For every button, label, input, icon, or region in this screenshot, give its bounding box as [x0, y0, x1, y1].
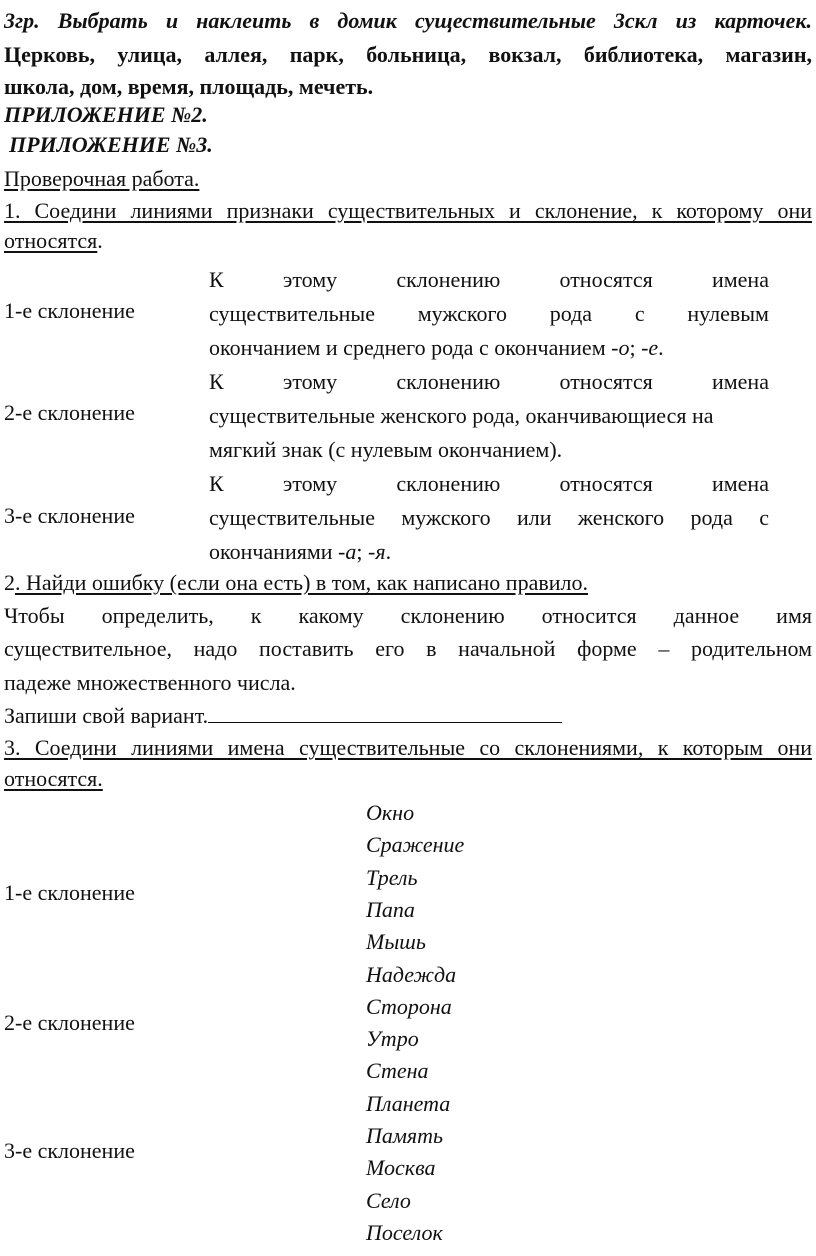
- task3-noun: Утро: [366, 1026, 419, 1052]
- task1-description-3: К этому склонению относятся имена существительные мужского или женского рода с окончаниями -а; -я.: [209, 471, 769, 564]
- task3-noun: Окно: [366, 800, 415, 825]
- task2-rule-line-3: падеже множественного числа.: [4, 670, 296, 695]
- task3-noun: Москва: [366, 1155, 436, 1181]
- word-list-line-2: школа, дом, время, площадь, мечеть.: [4, 74, 374, 99]
- task2-rule-line-1: Чтобы определить, к какому склонению относится данное имя: [4, 603, 812, 628]
- task3-noun: Мышь: [366, 929, 426, 955]
- task1-description-1: К этому склонению относятся имена существительные мужского рода с нулевым окончанием и среднего рода с окончанием -о; -е.: [209, 267, 769, 360]
- word-list-line-1: Церковь, улица, аллея, парк, больница, вокзал, библиотека, магазин,: [4, 42, 812, 67]
- task2-rule-line-2: существительное, надо поставить его в начальной форме – родительном: [4, 636, 812, 661]
- task3-declension-2: 2-е склонение: [4, 1010, 135, 1035]
- answer-blank-line[interactable]: [208, 702, 562, 723]
- task1-instruction-line-1: 1. Соедини линиями признаки существительных и склонение, к которому они: [4, 198, 812, 223]
- task3-declension-3: 3-е склонение: [4, 1138, 135, 1163]
- task3-noun: Сражение: [366, 832, 465, 858]
- task3-noun: Трель: [366, 864, 418, 890]
- task-3gr-instruction: 3гр. Выбрать и наклеить в домик существительные 3скл из карточек.: [4, 8, 812, 33]
- task1-declension-3: 3-е склонение: [4, 503, 135, 528]
- task3-noun: Село: [366, 1187, 411, 1213]
- test-title: Проверочная работа.: [4, 166, 200, 191]
- appendix-2-heading: ПРИЛОЖЕНИЕ №2.: [4, 102, 208, 127]
- task2-title: 2. Найди ошибку (если она есть) в том, как написано правило.: [4, 570, 588, 595]
- task1-description-2: К этому склонению относятся имена существительные женского рода, оканчивающиеся на мягкий знак (с нулевым окончанием).: [209, 369, 769, 462]
- task3-noun: Память: [366, 1123, 444, 1148]
- task1-instruction-line-2: относятся.: [4, 228, 103, 253]
- task3-instruction-line-1: 3. Соедини линиями имена существительные со склонениями, к которым они: [4, 735, 812, 760]
- task3-noun: Поселок: [366, 1219, 443, 1245]
- task3-noun: Папа: [366, 896, 415, 922]
- task3-declension-1: 1-е склонение: [4, 880, 135, 905]
- task3-noun: Сторона: [366, 993, 452, 1019]
- task1-declension-1: 1-е склонение: [4, 298, 135, 323]
- task2-answer-prompt: Запиши свой вариант.: [4, 702, 562, 729]
- task3-instruction-line-2: относятся.: [4, 766, 103, 791]
- task3-noun: Надежда: [366, 961, 457, 987]
- task3-noun: Стена: [366, 1058, 429, 1084]
- task1-declension-2: 2-е склонение: [4, 400, 135, 425]
- task3-noun: Планета: [366, 1090, 451, 1116]
- appendix-3-heading: ПРИЛОЖЕНИЕ №3.: [9, 132, 213, 157]
